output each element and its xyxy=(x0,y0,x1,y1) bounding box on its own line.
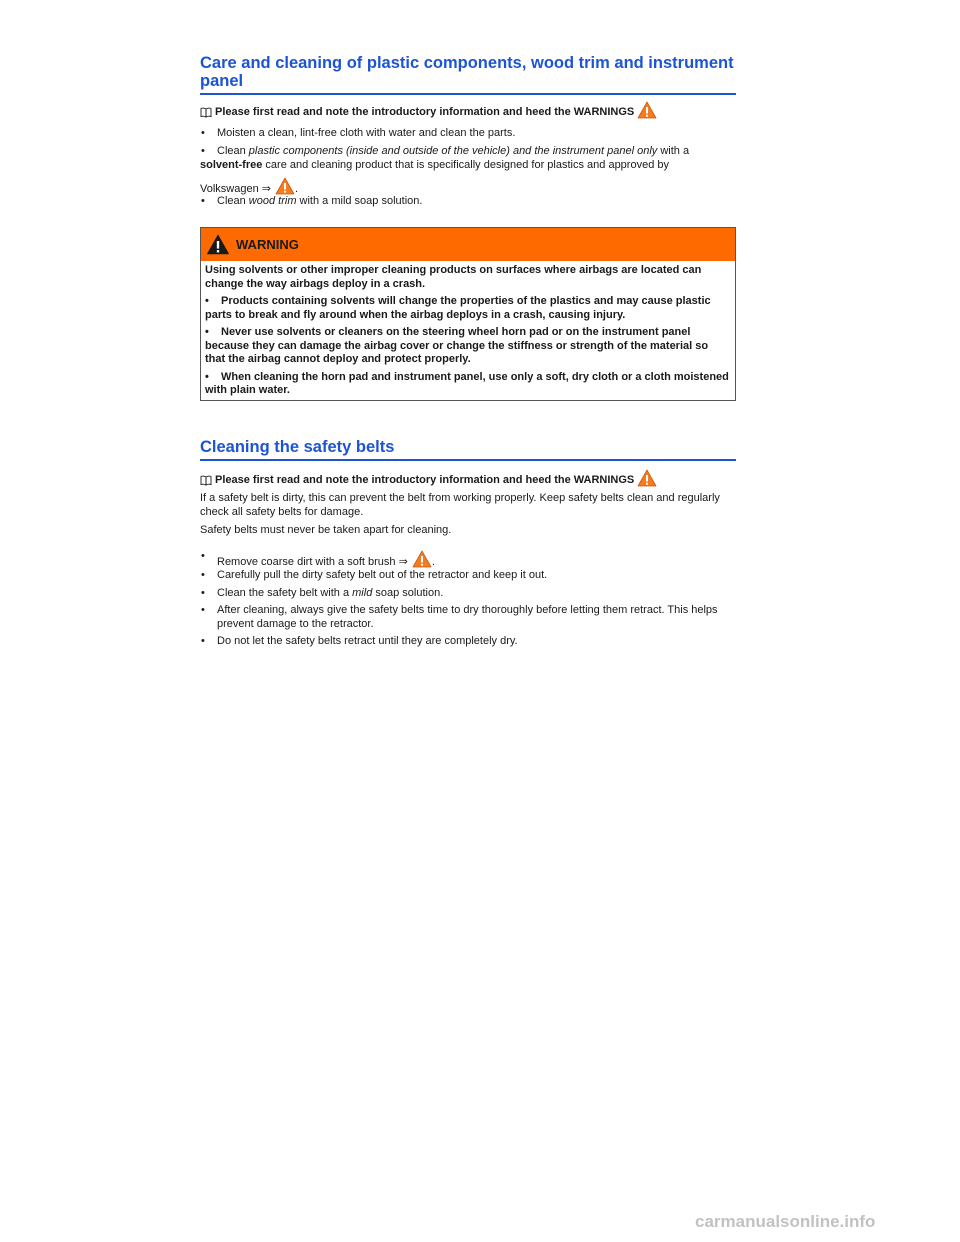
watermark: carmanualsonline.info xyxy=(695,1212,876,1231)
section-title-plastic-care: Care and cleaning of plastic components, wood trim and instrument panel xyxy=(200,54,736,95)
warning-triangle-icon[interactable] xyxy=(412,550,432,568)
list-item: • Carefully pull the dirty safety belt out of the retractor and keep it out. xyxy=(201,569,548,581)
list-item: • Clean the safety belt with a mild soap solution. xyxy=(201,587,444,599)
paragraph: If a safety belt is dirty, this can prevent the belt from working properly. Keep safety belts clean and regularly check all safety belts for damage. xyxy=(200,492,720,518)
warning-header xyxy=(201,228,735,261)
intro-text: Please first read and note the introductory information and heed the WARNINGS xyxy=(215,106,635,118)
warning-bullet: • Never use solvents or cleaners on the steering wheel horn pad or on the instrument panel because they can damage the airbag cover or change the stiffness or strength of the material so that the airbag cannot deploy and protect properly. xyxy=(205,326,709,365)
warning-triangle-icon[interactable] xyxy=(637,101,657,119)
book-icon xyxy=(200,107,212,118)
list-item: • Clean wood trim with a mild soap solution. xyxy=(201,195,423,207)
warning-bullet: • Products containing solvents will change the properties of the plastics and may cause plastic parts to break and fly around when the airbag deploys in a crash, causing injury. xyxy=(205,295,711,321)
section-title-safety-belts: Cleaning the safety belts xyxy=(200,438,736,461)
paragraph: Safety belts must never be taken apart for cleaning. xyxy=(200,524,452,536)
intro-note xyxy=(200,469,736,487)
book-icon xyxy=(200,475,212,486)
warning-label: WARNING xyxy=(236,237,299,252)
warning-bullet: • When cleaning the horn pad and instrument panel, use only a soft, dry cloth or a cloth moistened with plain water. xyxy=(205,370,729,396)
warning-paragraph: Using solvents or other improper cleaning products on surfaces where airbags are located can change the way airbags deploy in a crash. xyxy=(205,264,702,290)
warning-triangle-icon[interactable] xyxy=(275,177,295,195)
list-item-continuation: Volkswagen ⇒ . xyxy=(200,177,736,197)
intro-note xyxy=(200,101,736,119)
list-item: • Remove coarse dirt with a soft brush ⇒ . xyxy=(201,550,435,568)
list-item: • Do not let the safety belts retract until they are completely dry. xyxy=(201,635,518,647)
warning-triangle-icon xyxy=(206,234,230,255)
intro-text: Please first read and note the introductory information and heed the WARNINGS xyxy=(215,474,635,486)
list-item: • Moisten a clean, lint-free cloth with water and clean the parts. xyxy=(201,127,516,139)
warning-triangle-icon[interactable] xyxy=(637,469,657,487)
warning-box xyxy=(200,227,736,401)
list-item: • Clean plastic components (inside and outside of the vehicle) and the instrument panel only with a solvent-free care and cleaning product that is specifically designed for plastics and approved by xyxy=(200,145,690,171)
warning-body xyxy=(201,261,735,398)
list-item: • After cleaning, always give the safety belts time to dry thoroughly before letting them retract. This helps prevent damage to the retractor. xyxy=(201,604,718,630)
